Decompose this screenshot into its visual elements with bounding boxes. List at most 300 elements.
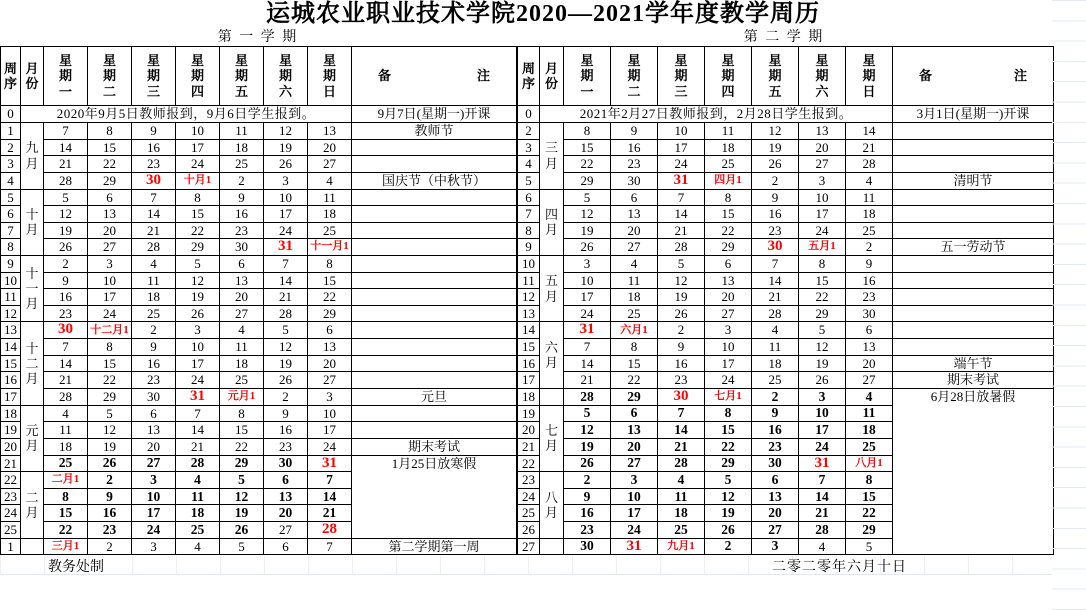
day-cell[interactable]: 8 [846,472,893,489]
week-number-cell[interactable]: 25 [1,522,21,539]
week-number-cell[interactable]: 7 [1,222,21,239]
day-cell[interactable]: 28 [176,455,220,472]
day-cell[interactable]: 19 [752,139,799,156]
remark-cell[interactable] [893,206,1054,223]
day-cell[interactable]: 24 [176,156,220,173]
remark-cell[interactable] [893,156,1054,173]
day-cell[interactable]: 9 [132,339,176,356]
remark-cell[interactable] [352,206,517,223]
day-cell[interactable]: 9 [752,189,799,206]
day-cell[interactable]: 5 [264,322,308,339]
week-number-cell[interactable]: 8 [518,222,540,239]
day-cell[interactable]: 31 [264,239,308,256]
week-number-cell[interactable]: 26 [518,522,540,539]
day-cell[interactable]: 15 [846,488,893,505]
week-number-cell[interactable]: 1 [1,123,21,140]
day-cell[interactable]: 8 [176,189,220,206]
day-cell[interactable]: 28 [308,522,352,539]
day-cell[interactable]: 3 [799,172,846,189]
remark-cell[interactable]: 清明节 [893,172,1054,189]
day-cell[interactable]: 11 [611,272,658,289]
week-number-cell[interactable]: 17 [1,388,21,405]
week-number-cell[interactable]: 14 [1,339,21,356]
day-cell[interactable]: 24 [132,522,176,539]
day-cell[interactable]: 23 [220,222,264,239]
day-cell[interactable]: 18 [176,505,220,522]
day-cell[interactable]: 29 [88,388,132,405]
day-cell[interactable]: 30 [132,388,176,405]
remark-cell[interactable]: 五一劳动节 [893,239,1054,256]
day-cell[interactable]: 14 [264,272,308,289]
week-number-cell[interactable]: 11 [518,272,540,289]
day-cell[interactable]: 7 [564,339,611,356]
day-cell[interactable]: 29 [705,239,752,256]
month-label-cell[interactable] [21,256,44,322]
day-cell[interactable]: 13 [264,488,308,505]
day-cell[interactable]: 21 [132,222,176,239]
day-cell[interactable]: 18 [611,289,658,306]
day-cell[interactable]: 28 [44,388,88,405]
day-cell[interactable]: 2 [846,239,893,256]
day-cell[interactable]: 7 [176,405,220,422]
day-cell[interactable]: 16 [220,206,264,223]
day-cell[interactable]: 4 [44,405,88,422]
day-cell[interactable]: 10 [176,339,220,356]
day-cell[interactable]: 5 [220,472,264,489]
day-cell[interactable]: 27 [846,372,893,389]
day-cell[interactable]: 13 [308,339,352,356]
remark-cell[interactable]: 6月28日放暑假 [893,388,1054,554]
day-cell[interactable]: 七月1 [705,388,752,405]
day-cell[interactable]: 3 [799,388,846,405]
day-cell[interactable]: 11 [658,488,705,505]
day-cell[interactable]: 19 [564,438,611,455]
month-label-cell[interactable] [21,472,44,539]
week-number-cell[interactable]: 7 [518,206,540,223]
day-cell[interactable]: 6 [752,472,799,489]
day-cell[interactable]: 8 [611,339,658,356]
remark-cell[interactable] [893,123,1054,140]
day-cell[interactable]: 11 [220,123,264,140]
day-cell[interactable]: 26 [88,455,132,472]
day-cell[interactable]: 8 [705,405,752,422]
day-cell[interactable]: 13 [611,206,658,223]
report-notice-cell[interactable]: 2020年9月5日教师报到，9月6日学生报到。 [21,106,352,123]
day-cell[interactable]: 31 [564,322,611,339]
day-cell[interactable]: 4 [176,538,220,555]
day-cell[interactable]: 23 [44,305,88,322]
day-cell[interactable]: 19 [176,289,220,306]
day-cell[interactable]: 23 [752,222,799,239]
day-cell[interactable]: 10 [264,189,308,206]
day-cell[interactable]: 21 [44,372,88,389]
day-cell[interactable]: 9 [264,405,308,422]
day-cell[interactable]: 25 [846,438,893,455]
day-cell[interactable]: 13 [846,339,893,356]
day-cell[interactable]: 30 [564,538,611,555]
day-cell[interactable]: 14 [658,206,705,223]
day-cell[interactable]: 三月1 [44,538,88,555]
day-cell[interactable]: 31 [658,172,705,189]
day-cell[interactable]: 15 [88,355,132,372]
day-cell[interactable]: 16 [564,505,611,522]
day-cell[interactable]: 22 [176,222,220,239]
day-cell[interactable]: 10 [132,488,176,505]
remark-cell[interactable] [352,272,517,289]
remark-cell[interactable]: 3月1日(星期一)开课 [893,106,1054,123]
remark-cell[interactable]: 第二学期第一周 [352,538,517,555]
day-cell[interactable]: 29 [220,455,264,472]
day-cell[interactable]: 10 [799,405,846,422]
day-cell[interactable]: 17 [564,289,611,306]
day-cell[interactable]: 26 [176,305,220,322]
remark-cell[interactable] [352,239,517,256]
day-cell[interactable]: 9 [132,123,176,140]
day-cell[interactable]: 22 [611,372,658,389]
day-cell[interactable]: 30 [611,172,658,189]
week-number-cell[interactable]: 20 [1,438,21,455]
day-cell[interactable]: 10 [705,339,752,356]
day-cell[interactable]: 3 [752,538,799,555]
day-cell[interactable]: 8 [220,405,264,422]
week-number-cell[interactable]: 10 [1,272,21,289]
month-label-cell[interactable] [21,538,44,555]
day-cell[interactable]: 25 [705,156,752,173]
day-cell[interactable]: 16 [752,422,799,439]
day-cell[interactable]: 16 [132,139,176,156]
day-cell[interactable]: 17 [658,139,705,156]
day-cell[interactable]: 16 [264,422,308,439]
day-cell[interactable]: 21 [752,289,799,306]
day-cell[interactable]: 5 [88,405,132,422]
day-cell[interactable]: 11 [220,339,264,356]
remark-cell[interactable] [352,372,517,389]
day-cell[interactable]: 31 [611,538,658,555]
month-label-cell[interactable] [540,256,564,322]
day-cell[interactable]: 9 [658,339,705,356]
day-cell[interactable]: 18 [658,505,705,522]
day-cell[interactable]: 18 [220,355,264,372]
remark-cell[interactable] [352,355,517,372]
day-cell[interactable]: 元月1 [220,388,264,405]
day-cell[interactable]: 29 [564,172,611,189]
day-cell[interactable]: 18 [220,139,264,156]
week-number-cell[interactable]: 15 [518,339,540,356]
remark-cell[interactable]: 1月25日放寒假 [352,455,517,538]
day-cell[interactable]: 3 [705,322,752,339]
day-cell[interactable]: 20 [611,438,658,455]
week-number-cell[interactable]: 12 [1,305,21,322]
week-number-cell[interactable]: 22 [1,472,21,489]
remark-cell[interactable] [352,422,517,439]
day-cell[interactable]: 2 [88,538,132,555]
day-cell[interactable]: 30 [752,455,799,472]
day-cell[interactable]: 27 [799,156,846,173]
day-cell[interactable]: 4 [176,472,220,489]
day-cell[interactable]: 4 [611,256,658,273]
day-cell[interactable]: 30 [846,305,893,322]
remark-cell[interactable] [352,405,517,422]
day-cell[interactable]: 29 [846,522,893,539]
day-cell[interactable]: 3 [308,388,352,405]
day-cell[interactable]: 11 [176,488,220,505]
day-cell[interactable]: 19 [44,222,88,239]
week-number-cell[interactable]: 21 [518,438,540,455]
day-cell[interactable]: 18 [308,206,352,223]
day-cell[interactable]: 7 [132,189,176,206]
month-label-cell[interactable] [540,388,564,405]
week-number-cell[interactable]: 19 [518,405,540,422]
day-cell[interactable]: 24 [705,372,752,389]
day-cell[interactable]: 22 [88,156,132,173]
week-number-cell[interactable]: 5 [1,189,21,206]
day-cell[interactable]: 四月1 [705,172,752,189]
week-number-cell[interactable]: 25 [518,505,540,522]
day-cell[interactable]: 8 [705,189,752,206]
day-cell[interactable]: 7 [308,472,352,489]
day-cell[interactable]: 6 [220,256,264,273]
day-cell[interactable]: 25 [752,372,799,389]
day-cell[interactable]: 10 [799,189,846,206]
day-cell[interactable]: 21 [658,222,705,239]
day-cell[interactable]: 16 [752,206,799,223]
day-cell[interactable]: 23 [132,156,176,173]
day-cell[interactable]: 2 [658,322,705,339]
day-cell[interactable]: 13 [220,272,264,289]
day-cell[interactable]: 10 [88,272,132,289]
week-number-cell[interactable]: 1 [1,538,21,555]
day-cell[interactable]: 26 [44,239,88,256]
day-cell[interactable]: 十一月1 [308,239,352,256]
day-cell[interactable]: 8 [799,256,846,273]
day-cell[interactable]: 30 [752,239,799,256]
day-cell[interactable]: 9 [88,488,132,505]
week-number-cell[interactable]: 0 [518,106,540,123]
day-cell[interactable]: 17 [264,206,308,223]
week-number-cell[interactable]: 4 [1,172,21,189]
remark-cell[interactable]: 元旦 [352,388,517,405]
week-number-cell[interactable]: 9 [1,256,21,273]
day-cell[interactable]: 17 [705,355,752,372]
remark-cell[interactable] [893,272,1054,289]
day-cell[interactable]: 24 [308,438,352,455]
day-cell[interactable]: 6 [308,322,352,339]
day-cell[interactable]: 27 [88,239,132,256]
day-cell[interactable]: 3 [564,256,611,273]
day-cell[interactable]: 12 [88,422,132,439]
day-cell[interactable]: 9 [846,256,893,273]
day-cell[interactable]: 16 [658,355,705,372]
day-cell[interactable]: 28 [752,305,799,322]
day-cell[interactable]: 2 [44,256,88,273]
day-cell[interactable]: 15 [220,422,264,439]
day-cell[interactable]: 6 [264,538,308,555]
remark-cell[interactable] [893,222,1054,239]
day-cell[interactable]: 2 [564,472,611,489]
day-cell[interactable]: 29 [176,239,220,256]
day-cell[interactable]: 4 [846,172,893,189]
day-cell[interactable]: 7 [752,256,799,273]
day-cell[interactable]: 12 [44,206,88,223]
day-cell[interactable]: 26 [705,522,752,539]
day-cell[interactable]: 13 [705,272,752,289]
day-cell[interactable]: 13 [308,123,352,140]
day-cell[interactable]: 27 [705,305,752,322]
day-cell[interactable]: 25 [846,222,893,239]
day-cell[interactable]: 26 [564,239,611,256]
day-cell[interactable]: 4 [799,538,846,555]
day-cell[interactable]: 14 [44,139,88,156]
week-number-cell[interactable]: 13 [1,322,21,339]
day-cell[interactable]: 23 [132,372,176,389]
day-cell[interactable]: 14 [308,488,352,505]
remark-cell[interactable] [352,189,517,206]
day-cell[interactable]: 12 [799,339,846,356]
day-cell[interactable]: 22 [705,438,752,455]
day-cell[interactable]: 24 [799,438,846,455]
day-cell[interactable]: 六月1 [611,322,658,339]
remark-cell[interactable] [352,322,517,339]
month-label-cell[interactable] [540,472,564,538]
week-number-cell[interactable]: 5 [518,172,540,189]
day-cell[interactable]: 20 [705,289,752,306]
day-cell[interactable]: 7 [44,123,88,140]
day-cell[interactable]: 18 [846,422,893,439]
day-cell[interactable]: 9 [752,405,799,422]
day-cell[interactable]: 21 [846,139,893,156]
day-cell[interactable]: 5 [44,189,88,206]
day-cell[interactable]: 6 [611,189,658,206]
day-cell[interactable]: 5 [220,538,264,555]
day-cell[interactable]: 18 [705,139,752,156]
day-cell[interactable]: 25 [220,372,264,389]
day-cell[interactable]: 30 [132,172,176,189]
day-cell[interactable]: 4 [658,472,705,489]
day-cell[interactable]: 26 [799,372,846,389]
day-cell[interactable]: 19 [220,505,264,522]
day-cell[interactable]: 12 [705,488,752,505]
day-cell[interactable]: 11 [308,189,352,206]
day-cell[interactable]: 19 [705,505,752,522]
remark-cell[interactable] [893,289,1054,306]
day-cell[interactable]: 4 [308,172,352,189]
day-cell[interactable]: 4 [846,388,893,405]
day-cell[interactable]: 29 [705,455,752,472]
day-cell[interactable]: 11 [752,339,799,356]
day-cell[interactable]: 20 [308,139,352,156]
day-cell[interactable]: 3 [264,172,308,189]
day-cell[interactable]: 11 [846,189,893,206]
week-number-cell[interactable]: 3 [518,139,540,156]
week-number-cell[interactable]: 16 [1,372,21,389]
day-cell[interactable]: 31 [308,455,352,472]
day-cell[interactable]: 21 [799,505,846,522]
month-label-cell[interactable] [540,322,564,389]
week-number-cell[interactable]: 4 [518,156,540,173]
week-number-cell[interactable]: 11 [1,289,21,306]
day-cell[interactable]: 25 [611,305,658,322]
day-cell[interactable]: 25 [132,305,176,322]
day-cell[interactable]: 14 [176,422,220,439]
day-cell[interactable]: 2 [752,388,799,405]
day-cell[interactable]: 2 [752,172,799,189]
remark-cell[interactable]: 9月7日(星期一)开课 [352,106,517,123]
day-cell[interactable]: 18 [752,355,799,372]
day-cell[interactable]: 21 [264,289,308,306]
day-cell[interactable]: 9 [44,272,88,289]
week-number-cell[interactable]: 27 [518,538,540,555]
day-cell[interactable]: 22 [799,289,846,306]
day-cell[interactable]: 30 [220,239,264,256]
day-cell[interactable]: 27 [611,239,658,256]
week-number-cell[interactable]: 15 [1,355,21,372]
day-cell[interactable]: 13 [799,123,846,140]
day-cell[interactable]: 17 [176,355,220,372]
day-cell[interactable]: 19 [88,438,132,455]
day-cell[interactable]: 6 [88,189,132,206]
remark-cell[interactable] [352,339,517,356]
week-number-cell[interactable]: 21 [1,455,21,472]
day-cell[interactable]: 30 [264,455,308,472]
day-cell[interactable]: 14 [658,422,705,439]
day-cell[interactable]: 12 [658,272,705,289]
remark-cell[interactable]: 端午节 [893,355,1054,372]
week-number-cell[interactable]: 23 [518,472,540,489]
day-cell[interactable]: 24 [564,305,611,322]
day-cell[interactable]: 20 [799,139,846,156]
day-cell[interactable]: 8 [44,488,88,505]
month-label-cell[interactable] [21,405,44,472]
day-cell[interactable]: 23 [564,522,611,539]
day-cell[interactable]: 22 [308,289,352,306]
day-cell[interactable]: 31 [799,455,846,472]
month-label-cell[interactable] [21,123,44,190]
day-cell[interactable]: 27 [308,372,352,389]
remark-cell[interactable]: 期末考试 [893,372,1054,389]
day-cell[interactable]: 29 [308,305,352,322]
week-number-cell[interactable]: 2 [518,123,540,140]
day-cell[interactable]: 12 [564,422,611,439]
day-cell[interactable]: 15 [564,139,611,156]
day-cell[interactable]: 15 [308,272,352,289]
day-cell[interactable]: 20 [611,222,658,239]
day-cell[interactable]: 20 [88,222,132,239]
day-cell[interactable]: 28 [658,239,705,256]
week-number-cell[interactable]: 20 [518,422,540,439]
day-cell[interactable]: 15 [705,206,752,223]
day-cell[interactable]: 19 [658,289,705,306]
remark-cell[interactable] [893,339,1054,356]
day-cell[interactable]: 6 [705,256,752,273]
day-cell[interactable]: 2 [220,172,264,189]
day-cell[interactable]: 17 [611,505,658,522]
remark-cell[interactable]: 国庆节（中秋节） [352,172,517,189]
week-number-cell[interactable]: 23 [1,488,21,505]
day-cell[interactable]: 19 [264,355,308,372]
day-cell[interactable]: 14 [799,488,846,505]
day-cell[interactable]: 17 [88,289,132,306]
day-cell[interactable]: 20 [220,289,264,306]
day-cell[interactable]: 25 [220,156,264,173]
day-cell[interactable]: 15 [611,355,658,372]
day-cell[interactable]: 二月1 [44,472,88,489]
day-cell[interactable]: 25 [176,522,220,539]
day-cell[interactable]: 十月1 [176,172,220,189]
day-cell[interactable]: 2 [132,322,176,339]
day-cell[interactable]: 28 [658,455,705,472]
day-cell[interactable]: 25 [658,522,705,539]
day-cell[interactable]: 24 [799,222,846,239]
